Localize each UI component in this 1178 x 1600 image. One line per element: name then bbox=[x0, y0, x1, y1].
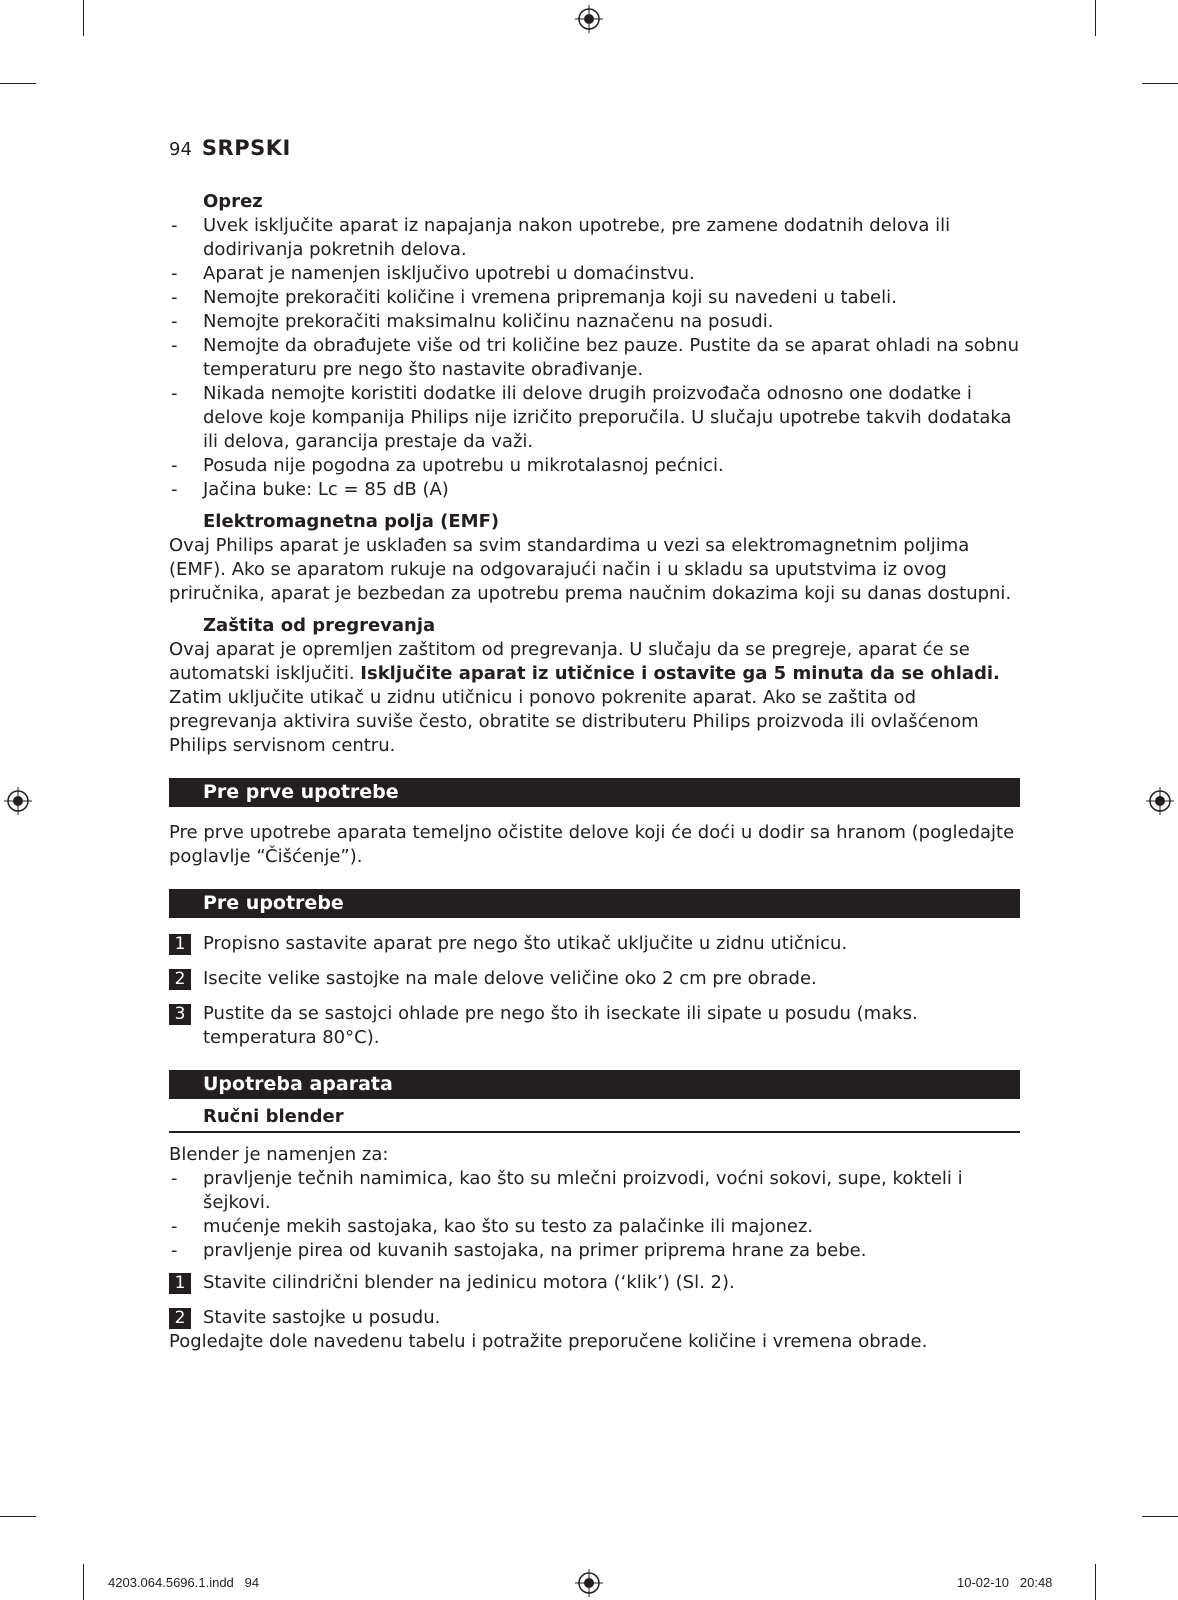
step-number: 1 bbox=[169, 934, 191, 955]
section-bar-before-use: Pre upotrebe bbox=[169, 889, 1020, 918]
list-item: - Jačina buke: Lc = 85 dB (A) bbox=[169, 478, 1020, 502]
list-item: - mućenje mekih sastojaka, kao što su testo za palačinke ili majonez. bbox=[169, 1215, 1020, 1239]
registration-mark-icon bbox=[574, 4, 604, 34]
page-content bbox=[169, 136, 1020, 1354]
step-item bbox=[169, 967, 1020, 991]
section-bar-first-use: Pre prve upotrebe bbox=[169, 778, 1020, 807]
page-number: 94 bbox=[169, 139, 192, 160]
step-text: Pustite da se sastojci ohlade pre nego što ih iseckate ili sipate u posudu (maks. temperatura 80°C). bbox=[203, 1003, 918, 1048]
step-item bbox=[169, 1002, 1020, 1050]
step-text: Propisno sastavite aparat pre nego što utikač uključite u zidnu utičnicu. bbox=[203, 933, 848, 954]
caution-list bbox=[169, 214, 1020, 502]
crop-mark bbox=[1142, 1516, 1178, 1517]
footer-datetime: 10-02-10 20:48 bbox=[957, 1575, 1053, 1590]
first-use-text: Pre prve upotrebe aparata temeljno očistite delove koji će doći u dodir sa hranom (pogledajte poglavlje “Čišćenje”). bbox=[169, 822, 1015, 867]
list-item: - Uvek isključite aparat iz napajanja nakon upotrebe, pre zamene dodatnih delova ili dodirivanja pokretnih delova. bbox=[169, 214, 1020, 262]
registration-mark-icon bbox=[3, 786, 33, 816]
table-note: Pogledajte dole navedenu tabelu i potražite preporučene količine i vremena obrade. bbox=[169, 1331, 928, 1352]
emf-title: Elektromagnetna polja (EMF) bbox=[203, 511, 500, 532]
step-number: 2 bbox=[169, 969, 191, 990]
overheat-warning: Isključite aparat iz utičnice i ostavite ga 5 minuta da se ohladi. bbox=[360, 663, 1000, 684]
step-number: 3 bbox=[169, 1004, 191, 1025]
step-item bbox=[169, 932, 1020, 956]
crop-mark bbox=[1142, 83, 1178, 84]
step-number: 2 bbox=[169, 1308, 191, 1329]
section-bar-using: Upotreba aparata bbox=[169, 1070, 1020, 1099]
list-item: - Nemojte prekoračiti maksimalnu količinu naznačenu na posudi. bbox=[169, 310, 1020, 334]
list-item: - pravljenje tečnih namimica, kao što su mlečni proizvodi, voćni sokovi, supe, kokteli i šejkovi. bbox=[169, 1167, 1020, 1215]
page-header bbox=[169, 136, 1020, 160]
overheat-text-part: Ovaj aparat je opremljen zaštitom od pregrevanja. U slučaju da se pregreje, aparat će se automatski isključiti. bbox=[169, 639, 970, 684]
crop-mark bbox=[1095, 0, 1096, 36]
list-item: - Aparat je namenjen isključivo upotrebi u domaćinstvu. bbox=[169, 262, 1020, 286]
list-item: - Nemojte prekoračiti količine i vremena pripremanja koji su navedeni u tabeli. bbox=[169, 286, 1020, 310]
crop-mark bbox=[0, 1516, 36, 1517]
step-text: Stavite cilindrični blender na jedinicu motora (‘klik’) (Sl. 2). bbox=[203, 1272, 735, 1293]
step-item bbox=[169, 1306, 1020, 1330]
blender-uses-list bbox=[169, 1167, 1020, 1263]
list-item: - Nikada nemojte koristiti dodatke ili delove drugih proizvođača odnosno one dodatke i delove koje kompanija Philips nije izričito preporučila. U slučaju upotrebe takvih dodataka ili delova, garancija prestaje da važi. bbox=[169, 382, 1020, 454]
step-text: Stavite sastojke u posudu. bbox=[203, 1307, 441, 1328]
registration-mark-icon bbox=[1145, 786, 1175, 816]
overheat-title: Zaštita od pregrevanja bbox=[203, 615, 436, 636]
blender-intro: Blender je namenjen za: bbox=[169, 1144, 389, 1165]
list-item: - pravljenje pirea od kuvanih sastojaka, na primer priprema hrane za bebe. bbox=[169, 1239, 1020, 1263]
crop-mark bbox=[83, 0, 84, 36]
language-title: SRPSKI bbox=[201, 136, 291, 160]
step-number: 1 bbox=[169, 1273, 191, 1294]
crop-mark bbox=[0, 83, 36, 84]
list-item: - Posuda nije pogodna za upotrebu u mikrotalasnoj pećnici. bbox=[169, 454, 1020, 478]
footer-file: 4203.064.5696.1.indd 94 bbox=[108, 1575, 260, 1590]
step-item bbox=[169, 1271, 1020, 1295]
caution-title: Oprez bbox=[203, 191, 263, 212]
emf-text: Ovaj Philips aparat je usklađen sa svim standardima u vezi sa elektromagnetnim poljima (EMF). Ako se aparatom rukuje na odgovarajući način i u skladu sa uputstvima iz ovog priručnika, aparat je bezbedan za upotrebu prema naučnim dokazima koji su danas dostupni. bbox=[169, 535, 1012, 604]
overheat-text-part: Zatim uključite utikač u zidnu utičnicu i ponovo pokrenite aparat. Ako se zaštita od pregrevanja aktivira suviše često, obratite se distributeru Philips proizvoda ili ovlašćenom Philips servisnom centru. bbox=[169, 687, 979, 756]
crop-mark bbox=[1095, 1564, 1096, 1600]
registration-mark-icon bbox=[574, 1568, 604, 1598]
crop-mark bbox=[83, 1564, 84, 1600]
step-text: Isecite velike sastojke na male delove veličine oko 2 cm pre obrade. bbox=[203, 968, 817, 989]
overheat-text bbox=[169, 638, 1020, 758]
list-item: - Nemojte da obrađujete više od tri količine bez pauze. Pustite da se aparat ohladi na sobnu temperaturu pre nego što nastavite obrađivanje. bbox=[169, 334, 1020, 382]
blender-subtitle: Ručni blender bbox=[169, 1105, 1020, 1133]
